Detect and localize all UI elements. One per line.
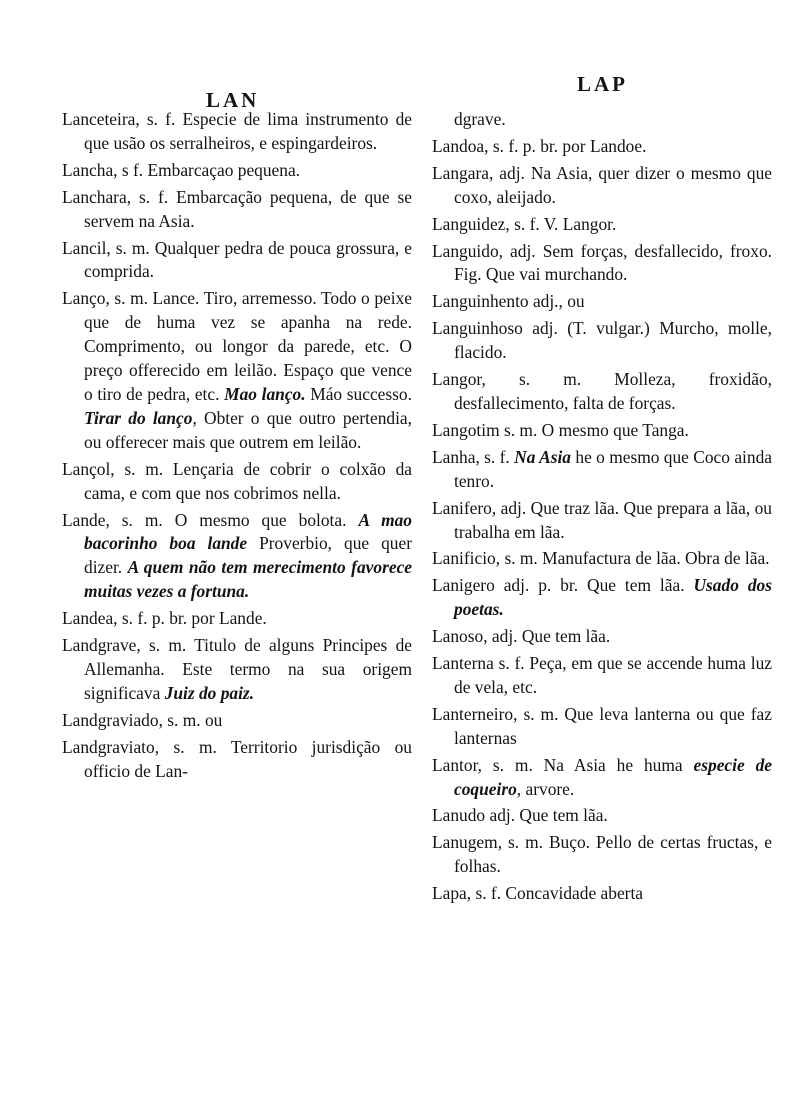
dictionary-entry	[432, 703, 772, 751]
entry-text: , s. m. ou	[158, 709, 223, 730]
entry-headword: Lantor	[432, 754, 478, 775]
entry-text: Proverbio, que quer dizer.	[84, 533, 412, 578]
dictionary-entry	[432, 652, 772, 700]
entry-text: , adj. Que tem lãa.	[483, 626, 611, 647]
dictionary-entry	[432, 317, 772, 365]
entry-italic: Tirar do lanço	[84, 407, 193, 428]
entry-text: adj. p. br. Que tem lãa.	[494, 575, 694, 596]
dictionary-entry	[62, 736, 412, 784]
dictionary-entry	[62, 159, 412, 183]
entry-headword: Langor	[432, 369, 482, 390]
entry-headword: Landoa	[432, 135, 485, 156]
entry-headword: Lanificio	[432, 548, 496, 569]
entry-text: , s. f.	[475, 446, 515, 467]
entry-text: , s. f. Concavidade aberta	[466, 883, 644, 904]
dictionary-entry	[432, 135, 772, 159]
entry-headword: Lancha	[62, 159, 114, 180]
entry-headword: Lanugem	[432, 832, 498, 853]
entry-headword: Lanudo	[432, 805, 486, 826]
entry-headword: Lapa	[432, 883, 467, 904]
dictionary-entry	[62, 186, 412, 234]
entry-text: Máo successo.	[305, 383, 412, 404]
dictionary-entry	[432, 290, 772, 314]
dictionary-entry	[432, 108, 772, 132]
entry-headword: Lanigero	[432, 575, 495, 596]
entry-text: , adj. Na Asia, quer dizer o mesmo que coxo, aleijado.	[454, 162, 772, 207]
entry-italic: Na Asia	[514, 446, 572, 467]
entry-text: , arvore.	[516, 778, 575, 799]
entry-headword: Languinhento	[432, 291, 529, 312]
entry-headword: Landgraviado	[62, 709, 159, 730]
dictionary-entry	[62, 108, 412, 156]
entry-text: , adj. Que traz lãa. Que prepara a lãa, ou trabalha em lãa.	[454, 497, 772, 542]
dictionary-entry	[62, 237, 412, 285]
entry-text: adj. Que tem lãa.	[485, 805, 608, 826]
entry-italic: Usado dos poetas.	[454, 575, 772, 620]
entry-text: , Obter o que outro pertendia, ou offerecer mais que outrem em leilão.	[84, 407, 412, 452]
dictionary-entry	[432, 240, 772, 288]
dictionary-entry	[62, 607, 412, 631]
entry-text: , s. m. Lance. Tiro, arremesso. Todo o peixe que de huma vez se apanha na rede. Comprimento, ou longor da parede, etc. O preço offerecido em leilão. Espaço que vence o tiro de pedra, etc.	[84, 288, 412, 404]
entry-headword: Lanifero	[432, 497, 492, 518]
dictionary-entry	[432, 547, 772, 571]
entry-text: , s. f. V. Langor.	[505, 213, 617, 234]
entry-italic: especie de coqueiro	[454, 754, 772, 799]
dictionary-entry	[432, 162, 772, 210]
entry-italic: A quem não tem merecimento favorece muitas vezes a fortuna.	[84, 557, 413, 602]
running-head-right: LAP	[577, 72, 628, 96]
entry-text: adj. (T. vulgar.) Murcho, molle, flacido.	[454, 318, 772, 363]
entry-headword: Languidez	[432, 213, 506, 234]
entry-headword: Lanterneiro	[432, 703, 514, 724]
entry-headword: Langara	[432, 162, 489, 183]
entry-headword: Landgrave	[62, 635, 137, 656]
running-head-left: LAN	[206, 88, 260, 112]
entry-text: , s. m. O mesmo que bolota.	[105, 509, 359, 530]
entry-headword: Lanço	[62, 288, 106, 309]
entry-headword: Languinhoso	[432, 318, 523, 339]
entry-text: , s. m. Buço. Pello de certas fructas, e folhas.	[454, 832, 772, 877]
dictionary-entry	[432, 419, 772, 443]
entry-text: , adj. Sem forças, desfallecido, froxo. Fig. Que vai murchando.	[454, 240, 772, 285]
entry-italic: Mao lanço.	[224, 383, 306, 404]
entry-text: he o mesmo que Coco ainda tenro.	[454, 446, 772, 491]
entry-text: , s. f. Embarcação pequena, de que se servem na Asia.	[84, 186, 412, 231]
entry-text: , s. f. p. br. por Lande.	[113, 608, 267, 629]
entry-headword: Lande	[62, 509, 106, 530]
dictionary-entry	[432, 882, 772, 906]
entry-headword: Lancil	[62, 237, 107, 258]
entry-headword: Landea	[62, 608, 114, 629]
entry-headword: Lanoso	[432, 626, 484, 647]
entry-text: adj., ou	[528, 291, 585, 312]
entry-text: , s. m. Na Asia he huma	[477, 754, 694, 775]
entry-text: , s. m. Qualquer pedra de pouca grossura, e comprida.	[84, 237, 412, 282]
dictionary-entry	[432, 213, 772, 237]
entry-text: , s. m. Que leva lanterna ou que faz lanternas	[454, 703, 772, 748]
dictionary-entry	[432, 497, 772, 545]
dictionary-entry	[432, 804, 772, 828]
entry-headword: Langotim	[432, 419, 500, 440]
entry-italic: A mao bacorinho boa lande	[84, 509, 413, 554]
entry-headword: Lançol	[62, 458, 111, 479]
dictionary-entry	[432, 446, 772, 494]
right-column	[432, 108, 772, 909]
entry-text: , s. m. Territorio jurisdição ou officio de Lan-	[84, 736, 412, 781]
entry-headword: Lanceteira	[62, 109, 136, 129]
entry-headword: Lanchara	[62, 186, 127, 207]
dictionary-entry	[432, 574, 772, 622]
entry-text: s. f. Peça, em que se accende huma luz de vela, etc.	[454, 653, 772, 697]
dictionary-entry	[62, 709, 412, 733]
entry-text: s. m. O mesmo que Tanga.	[499, 419, 689, 440]
dictionary-entry	[62, 458, 412, 506]
entry-headword: Landgraviato	[62, 736, 155, 757]
dictionary-entry	[432, 625, 772, 649]
entry-headword: Languido	[432, 240, 499, 261]
entry-text: , s. m. Lençaria de cobrir o colxão da cama, e com que nos cobrimos nella.	[84, 458, 412, 503]
entry-text: dgrave.	[454, 109, 506, 129]
entry-headword: Lanterna	[432, 653, 494, 674]
dictionary-entry	[432, 754, 772, 802]
left-column	[62, 108, 412, 786]
entry-text: , s. m. Manufactura de lãa. Obra de lãa.	[495, 548, 770, 569]
entry-text: , s. m. Molleza, froxidão, desfallecimento, falta de forças.	[454, 369, 772, 413]
dictionary-entry	[432, 368, 772, 416]
entry-text: , s. f. Especie de lima instrumento de que usão os serralheiros, e espingardeiros.	[84, 109, 412, 153]
dictionary-entry	[62, 634, 412, 706]
dictionary-entry	[432, 831, 772, 879]
dictionary-entry	[62, 287, 412, 454]
entry-headword: Lanha	[432, 446, 476, 467]
entry-text: , s f. Embarcaçao pequena.	[113, 159, 301, 180]
entry-italic: Juiz do paiz.	[164, 682, 255, 703]
dictionary-entry	[62, 509, 412, 605]
entry-text: , s. m. Titulo de alguns Principes de Allemanha. Este termo na sua origem significava	[84, 635, 412, 703]
entry-text: , s. f. p. br. por Landoe.	[484, 135, 647, 156]
